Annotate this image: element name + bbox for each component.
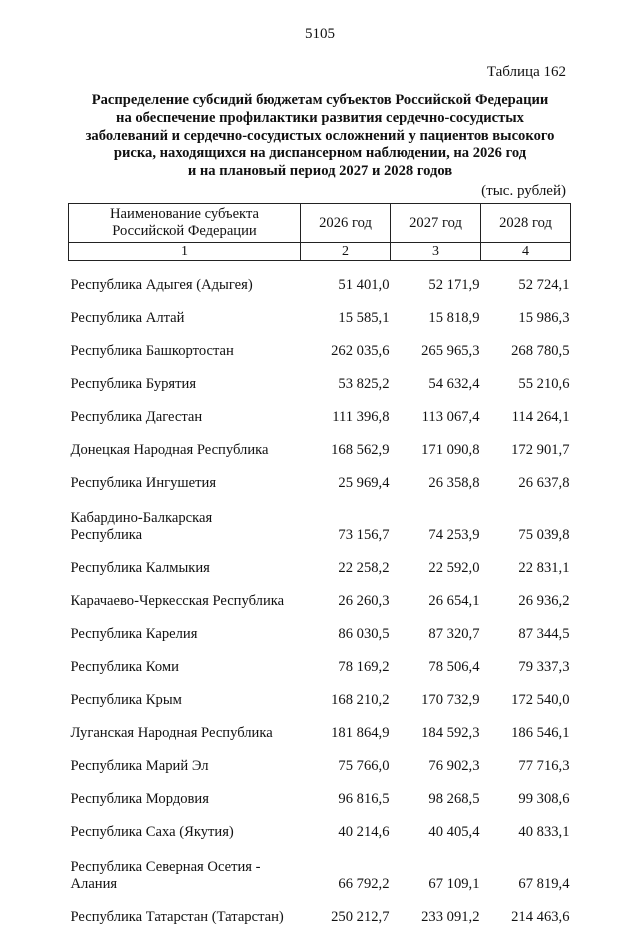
value-2028: 172 540,0: [511, 692, 570, 708]
region-name: Республика Алтай: [70, 310, 185, 326]
region-name: Республика Марий Эл: [70, 758, 209, 774]
region-name: Республика Дагестан: [70, 409, 203, 425]
value-2028: 172 901,7: [511, 442, 570, 458]
table-row: [69, 747, 571, 780]
page-number: 5105: [305, 26, 335, 42]
value-2026: 25 969,4: [338, 475, 390, 491]
table-row: [69, 497, 571, 549]
region-name-line: Республика: [70, 527, 143, 543]
value-2026: 96 816,5: [338, 791, 390, 807]
value-2026: 22 258,2: [338, 560, 390, 576]
table-row: [69, 615, 571, 648]
value-2026: 168 210,2: [331, 692, 390, 708]
table-row: [69, 431, 571, 464]
table-row: [69, 332, 571, 365]
value-2028: 99 308,6: [518, 791, 570, 807]
value-2028: 87 344,5: [518, 626, 570, 642]
value-2026: 73 156,7: [338, 527, 390, 543]
value-2026: 181 864,9: [331, 725, 390, 741]
region-name-line: Алания: [70, 876, 118, 892]
region-name: Карачаево-Черкесская Республика: [70, 593, 285, 609]
value-2027: 78 506,4: [428, 659, 480, 675]
value-2028: 15 986,3: [518, 310, 570, 326]
value-2028: 52 724,1: [518, 277, 570, 293]
column-number: 3: [391, 243, 481, 261]
value-2027: 52 171,9: [428, 277, 480, 293]
value-2026: 86 030,5: [338, 626, 390, 642]
value-2028: 26 936,2: [518, 593, 570, 609]
table-label: Таблица 162: [486, 64, 566, 80]
value-2027: 22 592,0: [428, 560, 480, 576]
table-row: [69, 299, 571, 332]
region-name: Республика Башкортостан: [70, 343, 234, 359]
region-name: Республика Ингушетия: [70, 475, 217, 491]
value-2027: 184 592,3: [421, 725, 480, 741]
header-2028: 2028 год: [481, 204, 571, 243]
document-title: [60, 92, 580, 181]
value-2028: 55 210,6: [518, 376, 570, 392]
region-name: Луганская Народная Республика: [70, 725, 273, 741]
value-2027: 171 090,8: [421, 442, 480, 458]
value-2028: 26 637,8: [518, 475, 570, 491]
table-row: [69, 846, 571, 898]
region-name-line: Кабардино-Балкарская: [70, 510, 213, 526]
subsidy-table: [68, 203, 571, 931]
value-2026: 75 766,0: [338, 758, 390, 774]
table-row: [69, 714, 571, 747]
header-region-name-line: Российской Федерации: [112, 223, 257, 239]
value-2028: 67 819,4: [518, 876, 570, 892]
value-2027: 170 732,9: [421, 692, 480, 708]
value-2028: 114 264,1: [511, 409, 570, 425]
value-2026: 262 035,6: [331, 343, 390, 359]
column-number: 1: [69, 243, 301, 261]
table-row: [69, 648, 571, 681]
value-2027: 26 654,1: [428, 593, 480, 609]
value-2027: 233 091,2: [421, 909, 480, 925]
value-2026: 26 260,3: [338, 593, 390, 609]
value-2028: 40 833,1: [518, 824, 570, 840]
value-2028: 22 831,1: [518, 560, 570, 576]
table-row: [69, 681, 571, 714]
title-line: заболеваний и сердечно-сосудистых осложнений у пациентов высокого: [85, 127, 555, 144]
value-2027: 74 253,9: [428, 527, 480, 543]
table-row: [69, 582, 571, 615]
region-name: Республика Коми: [70, 659, 179, 675]
title-line: на обеспечение профилактики развития сердечно-сосудистых: [116, 109, 524, 126]
value-2028: 79 337,3: [518, 659, 570, 675]
title-line: риска, находящихся на диспансерном наблюдении, на 2026 год: [113, 145, 527, 162]
header-2026: 2026 год: [301, 204, 391, 243]
column-number: 4: [481, 243, 571, 261]
header-2027: 2027 год: [391, 204, 481, 243]
region-name: Республика Саха (Якутия): [70, 824, 234, 840]
value-2027: 15 818,9: [428, 310, 480, 326]
value-2026: 78 169,2: [338, 659, 390, 675]
value-2027: 113 067,4: [421, 409, 480, 425]
region-name: Республика Татарстан (Татарстан): [70, 909, 284, 925]
value-2026: 66 792,2: [338, 876, 390, 892]
header-region-name-line: Наименование субъекта: [110, 206, 259, 222]
region-name: Республика Калмыкия: [70, 560, 210, 576]
region-name: Донецкая Народная Республика: [70, 442, 269, 458]
region-name: [69, 846, 301, 898]
value-2027: 87 320,7: [428, 626, 480, 642]
table-row: [69, 813, 571, 846]
value-2026: 111 396,8: [332, 409, 390, 425]
region-name: [69, 497, 301, 549]
region-name: Республика Крым: [70, 692, 182, 708]
value-2027: 76 902,3: [428, 758, 480, 774]
title-line: и на плановый период 2027 и 2028 годов: [187, 163, 453, 180]
value-2027: 26 358,8: [428, 475, 480, 491]
column-number: 2: [301, 243, 391, 261]
value-2027: 98 268,5: [428, 791, 480, 807]
value-2028: 75 039,8: [518, 527, 570, 543]
table-row: [69, 780, 571, 813]
table-row: [69, 464, 571, 497]
region-name: Республика Адыгея (Адыгея): [70, 277, 253, 293]
table-row: [69, 398, 571, 431]
table-row: [69, 261, 571, 300]
region-name-line: Республика Северная Осетия -: [70, 859, 261, 875]
unit-label: (тыс. рублей): [481, 183, 566, 199]
value-2026: 40 214,6: [338, 824, 390, 840]
value-2028: 214 463,6: [511, 909, 570, 925]
value-2026: 15 585,1: [338, 310, 390, 326]
header-region-name: [69, 204, 301, 243]
region-name: Республика Мордовия: [70, 791, 209, 807]
value-2026: 168 562,9: [331, 442, 390, 458]
value-2028: 186 546,1: [511, 725, 570, 741]
region-name: Республика Бурятия: [70, 376, 197, 392]
table-row: [69, 898, 571, 931]
value-2026: 250 212,7: [331, 909, 390, 925]
value-2027: 265 965,3: [421, 343, 480, 359]
table-row: [69, 549, 571, 582]
title-line: Распределение субсидий бюджетам субъектов Российской Федерации: [91, 92, 549, 108]
value-2027: 40 405,4: [428, 824, 480, 840]
value-2027: 67 109,1: [428, 876, 480, 892]
value-2026: 53 825,2: [338, 376, 390, 392]
value-2028: 77 716,3: [518, 758, 570, 774]
value-2026: 51 401,0: [338, 277, 390, 293]
value-2027: 54 632,4: [428, 376, 480, 392]
region-name: Республика Карелия: [70, 626, 198, 642]
value-2028: 268 780,5: [511, 343, 570, 359]
table-row: [69, 365, 571, 398]
